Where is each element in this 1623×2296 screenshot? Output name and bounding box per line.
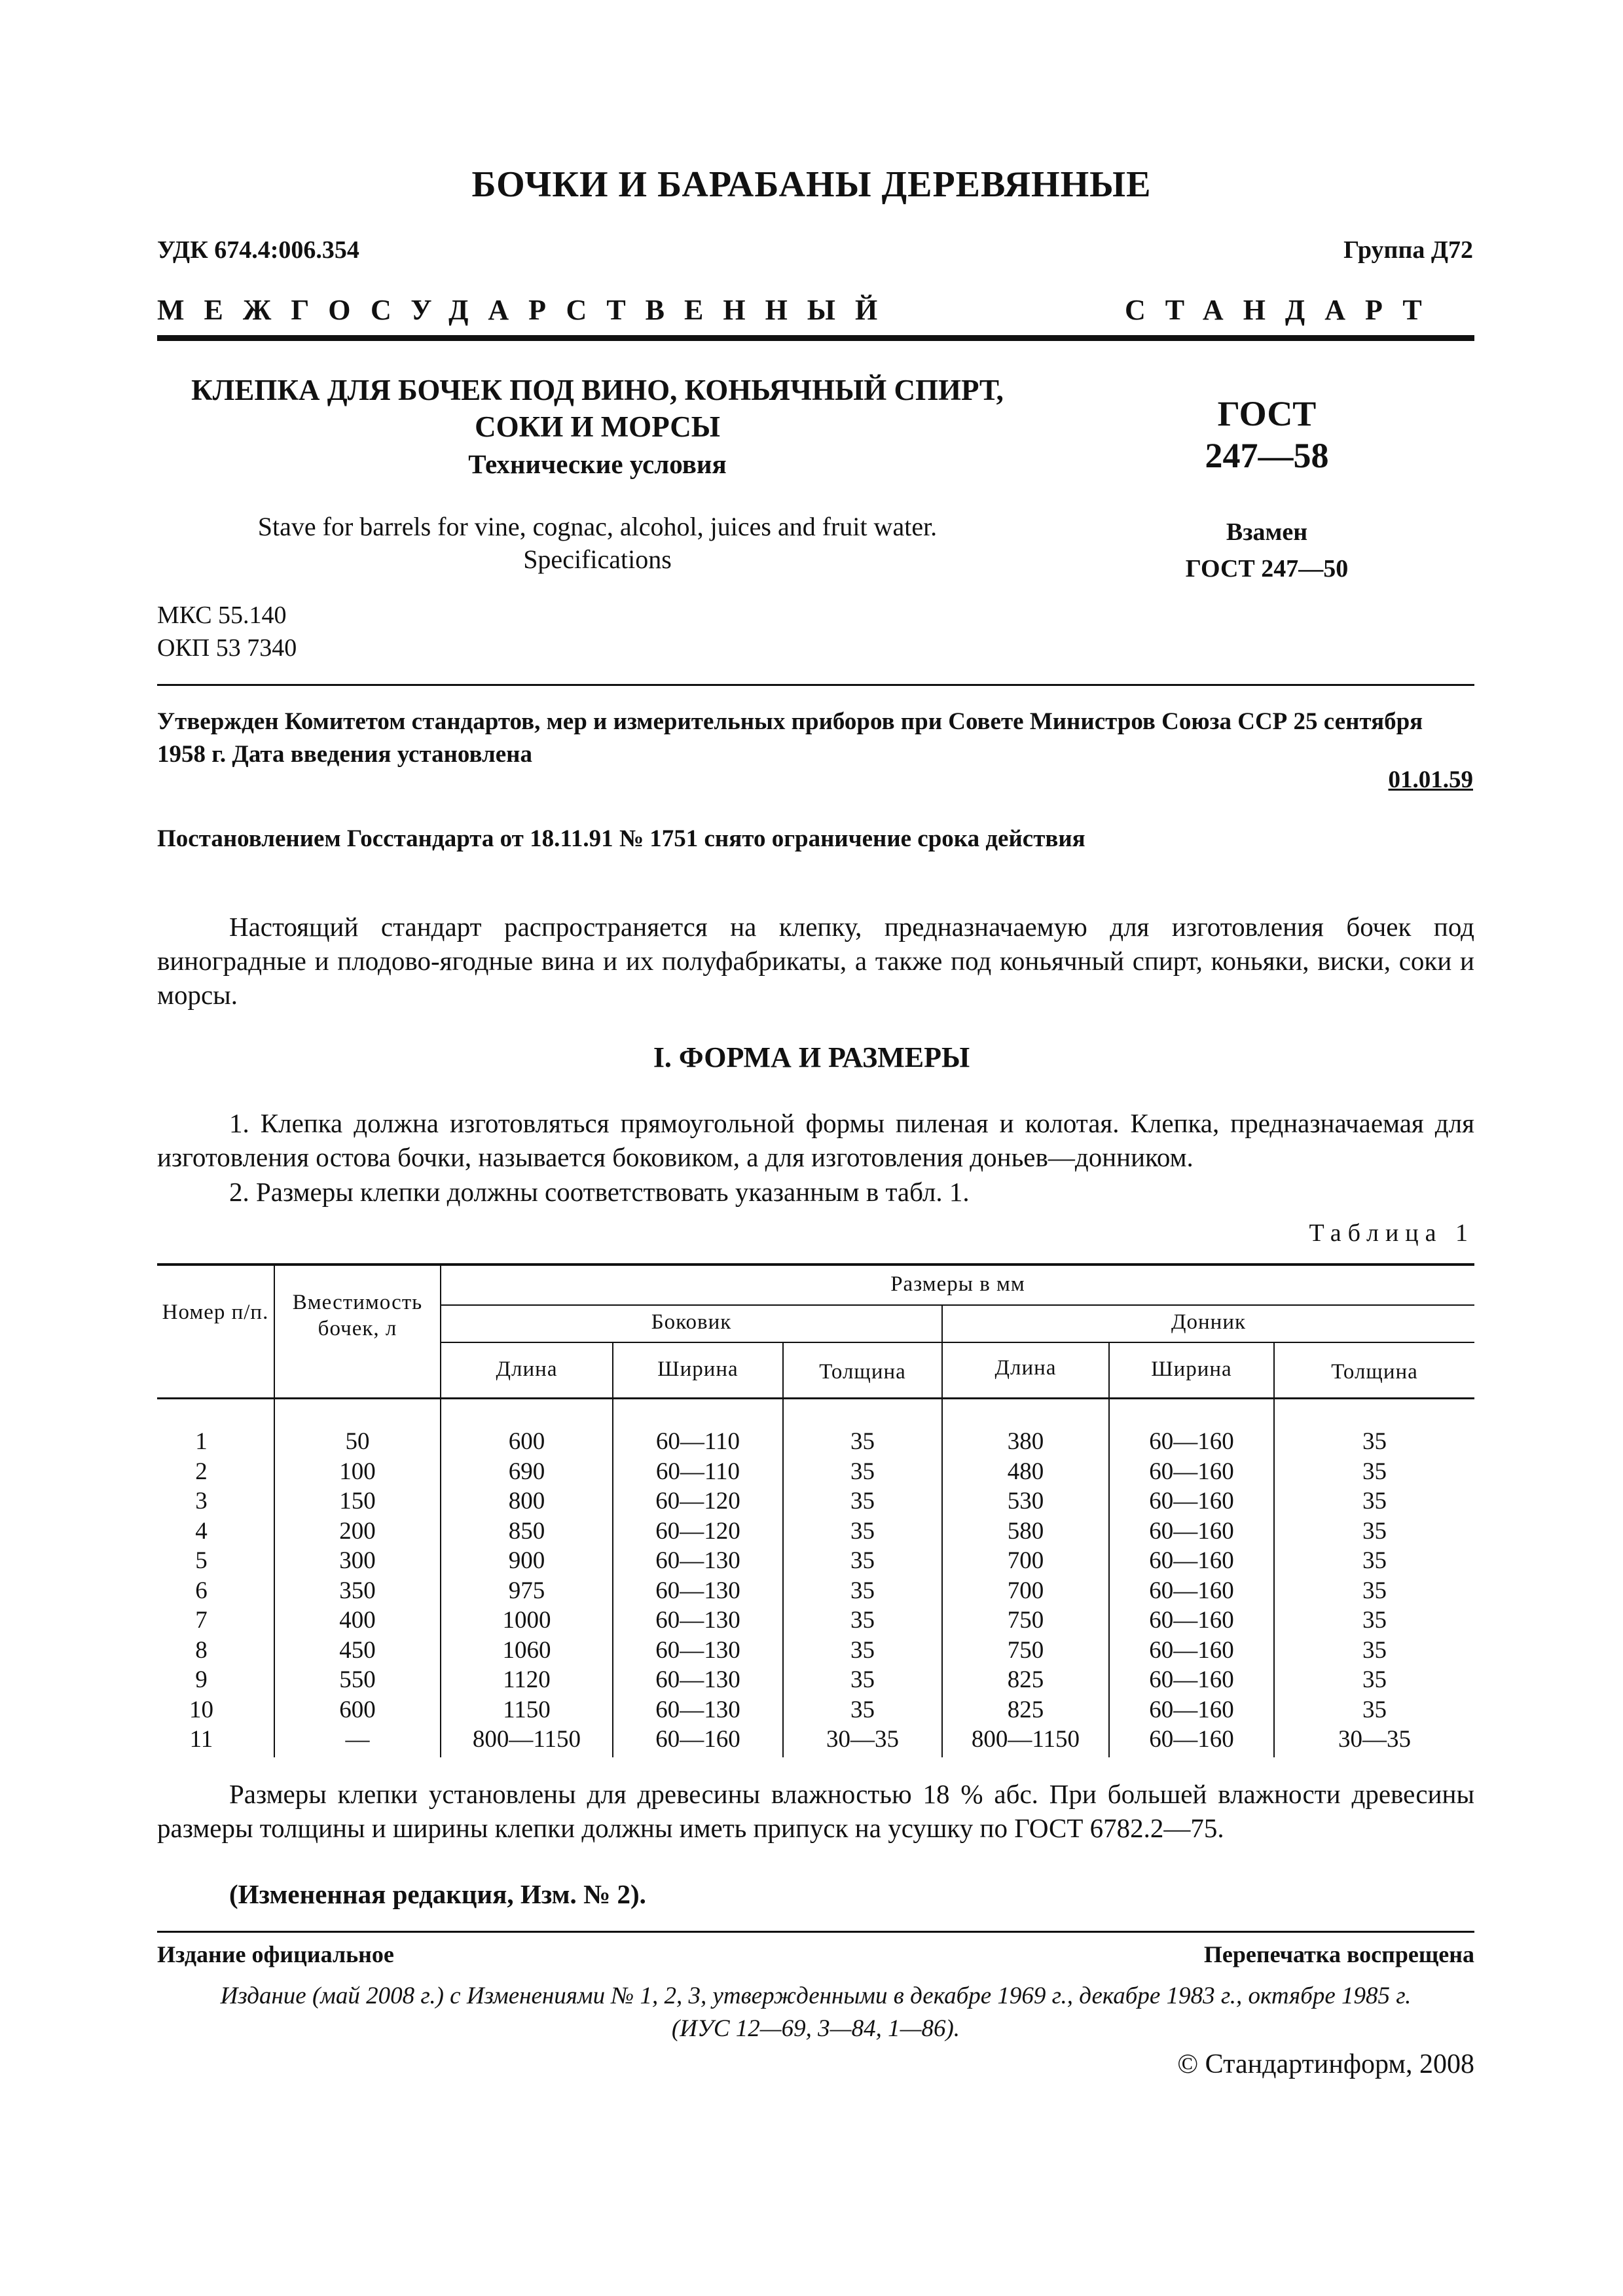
table-cell: 60—120 <box>655 1517 740 1545</box>
replaces-line2: ГОСТ 247—50 <box>1185 555 1349 583</box>
document-title: БОЧКИ И БАРАБАНЫ ДЕРЕВЯННЫЕ <box>471 164 1152 205</box>
standard-label: СТАНДАРТ <box>1125 294 1442 326</box>
effective-date: 01.01.59 <box>1388 766 1473 793</box>
column-capacity <box>275 1427 440 1755</box>
table-cell: 600 <box>508 1428 545 1455</box>
english-title-line1: Stave for barrels for vine, cognac, alcohol, juices and fruit water. <box>257 512 938 541</box>
header-side-stave: Боковик <box>651 1310 732 1334</box>
column-side-length <box>441 1427 612 1755</box>
table-cell: 1060 <box>502 1636 551 1664</box>
header-side-width: Ширина <box>657 1357 739 1381</box>
table-cell: 60—130 <box>655 1636 740 1664</box>
table-cell: 600 <box>339 1696 376 1723</box>
table-cell: 35 <box>850 1636 875 1664</box>
table-cell: 5 <box>195 1547 208 1574</box>
table-cell: 825 <box>1007 1696 1044 1723</box>
intro-paragraph: Настоящий стандарт распространяется на клепку, предназначаемую для изготовления бочек под виноградные и плодово-ягодные вина и их полуфабрикаты, а также под коньячный спирт, коньяки, виски, соки и морсы. <box>157 912 1474 1010</box>
table-cell: 380 <box>1007 1428 1044 1455</box>
table-cell: 700 <box>1007 1577 1044 1604</box>
table-cell: 6 <box>195 1577 208 1604</box>
table-cell: 35 <box>850 1577 875 1604</box>
classification-codes <box>157 599 297 664</box>
official-edition: Издание официальное <box>157 1941 394 1967</box>
divider <box>157 684 1474 686</box>
standard-subtitle: Технические условия <box>468 449 727 479</box>
table-cell: 35 <box>1362 1428 1387 1455</box>
header-bottom-thickness: Толщина <box>1331 1360 1418 1384</box>
table-cell: 35 <box>850 1666 875 1693</box>
column-bottom-length <box>943 1427 1108 1755</box>
table-cell: 1120 <box>503 1666 551 1693</box>
table-cell: 2 <box>195 1458 208 1485</box>
table-cell: 35 <box>1362 1636 1387 1664</box>
table-cell: 550 <box>339 1666 376 1693</box>
standard-title <box>157 372 1038 445</box>
table-cell: 60—130 <box>655 1696 740 1723</box>
table-cell: 9 <box>195 1666 208 1693</box>
table-label: Таблица 1 <box>1309 1219 1474 1247</box>
table-cell: 900 <box>508 1547 545 1574</box>
edition-line2: (ИУС 12—69, 3—84, 1—86). <box>671 2015 960 2042</box>
table-cell: 60—130 <box>655 1607 740 1634</box>
table-cell: 60—110 <box>655 1428 740 1455</box>
table-cell: 60—120 <box>655 1488 740 1515</box>
table-cell: 35 <box>850 1547 875 1574</box>
amendment-note: (Измененная редакция, Изм. № 2). <box>229 1879 646 1909</box>
table-cell: 480 <box>1007 1458 1044 1485</box>
table-cell: 800—1150 <box>472 1726 581 1753</box>
table-cell: 690 <box>508 1458 545 1485</box>
gost-number-line2: 247—58 <box>1205 436 1329 475</box>
gost-number <box>1149 393 1385 476</box>
table-cell: 35 <box>850 1517 875 1545</box>
table-cell: 60—110 <box>655 1458 740 1485</box>
table-cell: 35 <box>1362 1577 1387 1604</box>
column-side-thickness <box>784 1427 941 1755</box>
header-capacity: Вместимость бочек, л <box>292 1291 423 1340</box>
standard-title-line2: СОКИ И МОРСЫ <box>475 410 720 443</box>
table-cell: 580 <box>1007 1517 1044 1545</box>
table-cell: 35 <box>1362 1666 1387 1693</box>
table-cell: 8 <box>195 1636 208 1664</box>
replaces-line1: Взамен <box>1226 518 1308 546</box>
header-side-length: Длина <box>496 1357 558 1381</box>
table-header-rule <box>157 1397 1474 1399</box>
section-title: I. ФОРМА И РАЗМЕРЫ <box>653 1041 970 1073</box>
table-top-rule <box>157 1263 1474 1266</box>
table-cell: 60—130 <box>655 1577 740 1604</box>
footer-rule <box>157 1931 1474 1933</box>
table-cell: 60—160 <box>1149 1666 1234 1693</box>
table-cell: 750 <box>1007 1607 1044 1634</box>
table-cell: 200 <box>339 1517 376 1545</box>
interstate-label: МЕЖГОСУДАРСТВЕННЫЙ <box>157 294 898 326</box>
table-rule <box>440 1304 1474 1306</box>
gost-number-line1: ГОСТ <box>1217 394 1317 433</box>
table-cell: 530 <box>1007 1488 1044 1515</box>
table-cell: 60—160 <box>1149 1577 1234 1604</box>
column-number <box>157 1427 246 1755</box>
table-cell: 1000 <box>502 1607 551 1634</box>
replaces-gost <box>1149 514 1385 587</box>
table-cell: 7 <box>195 1607 208 1634</box>
table-cell: 35 <box>1362 1696 1387 1723</box>
table-cell: 350 <box>339 1577 376 1604</box>
table-cell: 60—160 <box>1149 1726 1234 1753</box>
table-cell: 30—35 <box>1338 1726 1411 1753</box>
table-cell: — <box>345 1726 370 1753</box>
table-cell: 60—160 <box>1149 1458 1234 1485</box>
header-side-thickness: Толщина <box>819 1360 906 1384</box>
table-cell: 750 <box>1007 1636 1044 1664</box>
table-cell: 60—160 <box>1149 1607 1234 1634</box>
table-cell: 35 <box>1362 1547 1387 1574</box>
table-cell: 400 <box>339 1607 376 1634</box>
table-cell: 60—160 <box>1149 1517 1234 1545</box>
table-cell: 450 <box>339 1636 376 1664</box>
column-side-width <box>613 1427 782 1755</box>
table-cell: 11 <box>189 1726 213 1753</box>
okp-code: ОКП 53 7340 <box>157 634 297 662</box>
table-cell: 50 <box>345 1428 370 1455</box>
table-cell: 60—160 <box>1149 1636 1234 1664</box>
table-cell: 150 <box>339 1488 376 1515</box>
table-cell: 10 <box>189 1696 213 1723</box>
header-rule <box>157 335 1474 341</box>
table-cell: 300 <box>339 1547 376 1574</box>
english-title-line2: Specifications <box>523 545 672 574</box>
table-cell: 800 <box>508 1488 545 1515</box>
table-cell: 35 <box>850 1488 875 1515</box>
approval-text: Утвержден Комитетом стандартов, мер и измерительных приборов при Совете Министров Союза ССР 25 сентября 1958 г. Дата введения установлена <box>157 708 1423 768</box>
table-cell: 975 <box>508 1577 545 1604</box>
paragraph-2: 2. Размеры клепки должны соответствовать указанным в табл. 1. <box>229 1177 970 1207</box>
table-cell: 800—1150 <box>971 1726 1080 1753</box>
table-cell: 35 <box>1362 1607 1387 1634</box>
table-cell: 35 <box>850 1607 875 1634</box>
edition-info <box>157 1980 1474 2045</box>
table-cell: 35 <box>850 1458 875 1485</box>
standard-title-line1: КЛЕПКА ДЛЯ БОЧЕК ПОД ВИНО, КОНЬЯЧНЫЙ СПИРТ, <box>191 374 1004 406</box>
table-cell: 850 <box>508 1517 545 1545</box>
table-cell: 35 <box>1362 1458 1387 1485</box>
table-cell: 60—160 <box>1149 1547 1234 1574</box>
table-cell: 825 <box>1007 1666 1044 1693</box>
table-cell: 35 <box>850 1428 875 1455</box>
header-bottom-width: Ширина <box>1151 1357 1232 1381</box>
table-cell: 1 <box>195 1428 208 1455</box>
header-number: Номер п/п. <box>162 1300 269 1324</box>
table-cell: 100 <box>339 1458 376 1485</box>
paragraph-1: 1. Клепка должна изготовляться прямоугольной формы пиленая и колотая. Клепка, предназначаемая для изготовления остова бочки, называется боковиком, а для изготовления доньев—донником. <box>157 1108 1474 1172</box>
header-bottom-length: Длина <box>994 1356 1057 1380</box>
group-code: Группа Д72 <box>1343 236 1473 264</box>
resolution-text: Постановлением Госстандарта от 18.11.91 № 1751 снято ограничение срока действия <box>157 825 1085 852</box>
edition-line1: Издание (май 2008 г.) с Изменениями № 1, 2, 3, утвержденными в декабре 1969 г., декабре 1983 г., октябре 1985 г. <box>220 1982 1412 2009</box>
table-cell: 3 <box>195 1488 208 1515</box>
reprint-notice: Перепечатка воспрещена <box>1203 1941 1474 1967</box>
english-title <box>157 511 1038 576</box>
column-bottom-thickness <box>1275 1427 1474 1755</box>
table-cell: 1150 <box>503 1696 551 1723</box>
column-bottom-width <box>1110 1427 1273 1755</box>
moisture-note: Размеры клепки установлены для древесины влажностью 18 % абс. При большей влажности древесины размеры толщины и ширины клепки должны иметь припуск на усушку по ГОСТ 6782.2—75. <box>157 1779 1474 1843</box>
table-cell: 4 <box>195 1517 208 1545</box>
table-rule <box>440 1342 1474 1343</box>
table-cell: 60—160 <box>655 1726 740 1753</box>
table-cell: 60—160 <box>1149 1488 1234 1515</box>
table-cell: 60—160 <box>1149 1428 1234 1455</box>
header-sizes: Размеры в мм <box>890 1272 1025 1296</box>
udk-code: УДК 674.4:006.354 <box>157 236 359 264</box>
table-cell: 35 <box>850 1696 875 1723</box>
table-cell: 35 <box>1362 1517 1387 1545</box>
table-cell: 700 <box>1007 1547 1044 1574</box>
table-cell: 35 <box>1362 1488 1387 1515</box>
copyright: © Стандартинформ, 2008 <box>1177 2049 1474 2079</box>
header-bottom-stave: Донник <box>1171 1310 1247 1334</box>
table-cell: 60—130 <box>655 1666 740 1693</box>
mks-code: МКС 55.140 <box>157 601 287 629</box>
table-cell: 60—130 <box>655 1547 740 1574</box>
table-cell: 30—35 <box>826 1726 899 1753</box>
table-cell: 60—160 <box>1149 1696 1234 1723</box>
